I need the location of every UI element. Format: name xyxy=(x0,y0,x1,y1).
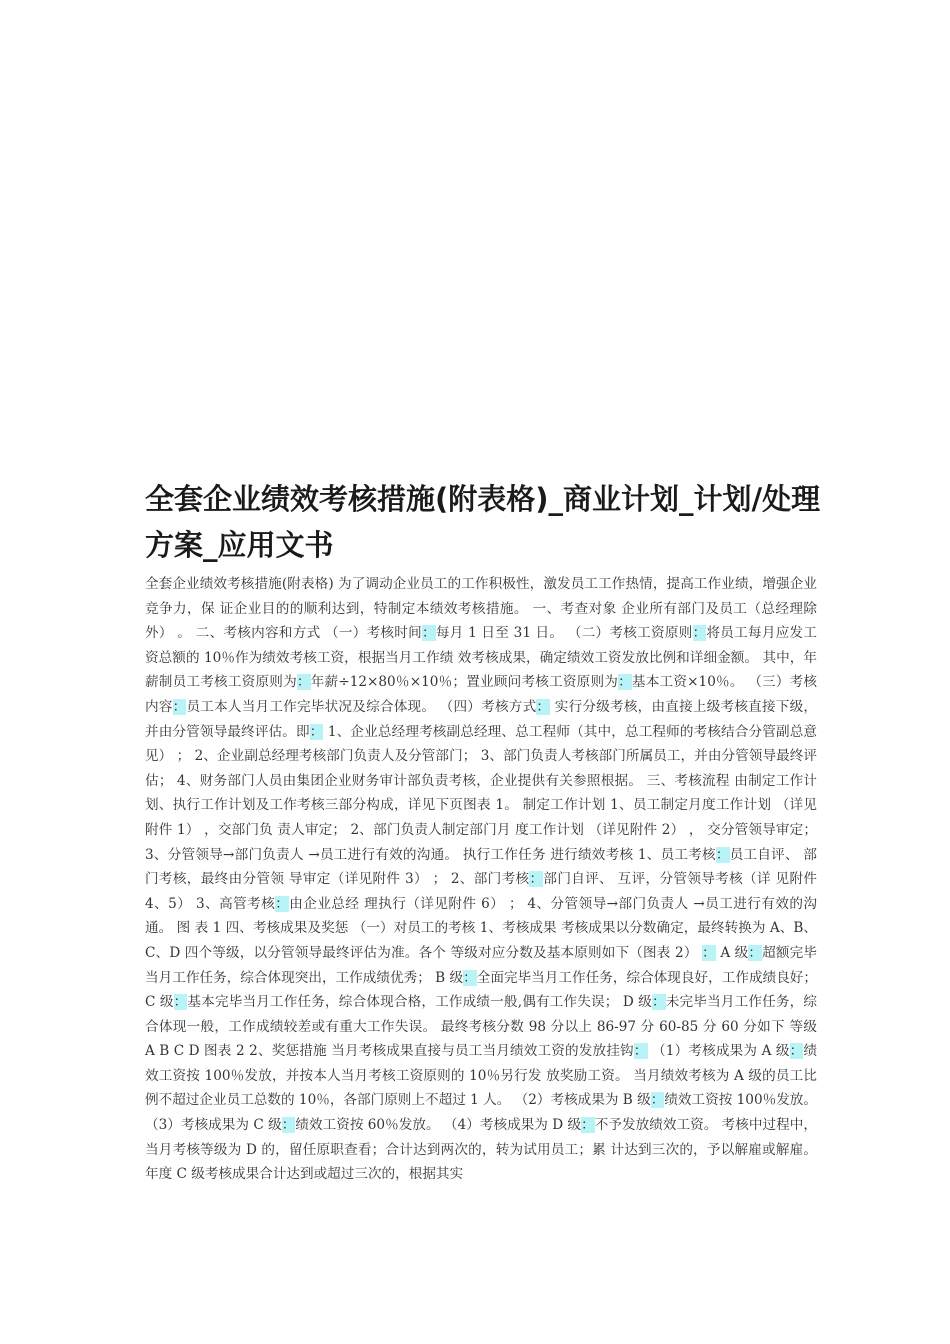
body-text-segment: 绩效工资按 100％发放。 （3）考核成果为 C 级 xyxy=(145,1092,817,1134)
body-text-segment: 1、企业总经理考核副总经理、总工程师（其中，总工程师的考核结合分管副总意见） ； 2、企业副总经理考核部门负责人及分管部门； 3、部门负责人考核部门所属员工，并由分管领导最终评估； 4、财务部门人员由集团企业财务审计部负责考核，企业提供有关参照根据。 三、考核流程 由制定工作计划、执行工作计划及工作考核三部分构成，详见下页图表 1。 制定工作计划 1、员工制定月度工作计划 （详见附件 1） ，交部门负 责人审定； 2、部门负责人制定部门月 度工作计划 （详见附件 2） ， 交分管领导审定； 3、分管领导→部门负责人 →员工进行有效的沟通。 执行工作任务 进行绩效考核 1、员工考核 xyxy=(145,723,818,863)
body-text-segment: 部门自评、 互评，分管领导考核（详 见附件 4、5） 3、高管考核 xyxy=(145,871,817,912)
highlighted-colon: ： xyxy=(275,895,290,912)
highlighted-colon: ： xyxy=(536,698,551,715)
body-text-segment: （1）考核成果为 A 级 xyxy=(647,1043,790,1060)
body-text-segment: 未完毕当月工作任务，综合体现一般，工作成绩较差或有重大工作失误。 最终考核分数 98 分以上 86-97 分 60-85 分 60 分如下 等级 A B C D 图表 2 2、奖惩措施 当月考核成果直接与员工当月绩效工资的发放挂钩 xyxy=(145,994,817,1060)
body-text-segment: 员工自评、 部门考核，最终由分管领 导审定（详见附件 3） ； 2、部门考核 xyxy=(145,846,817,888)
highlighted-colon: ： xyxy=(463,969,477,986)
highlighted-colon: ： xyxy=(715,846,730,863)
highlighted-colon: ： xyxy=(581,1117,595,1134)
highlighted-colon: ： xyxy=(422,625,436,642)
highlighted-colon: ： xyxy=(789,1043,804,1060)
highlighted-colon: ： xyxy=(172,698,187,715)
body-text-segment: 员工本人当月工作完毕状况及综合体现。 （四）考核方式 xyxy=(186,698,537,715)
highlighted-colon: ： xyxy=(296,674,311,691)
highlighted-colon: ： xyxy=(652,994,666,1011)
body-text-segment: 全套企业绩效考核措施(附表格) 为了调动企业员工的工作积极性，激发员工工作热情，提高工作业绩，增强企业竞争力，保 证企业目的的顺利达到，特制定本绩效考核措施。 一、考查对象 企业所有部门及员工（总经理除外） 。 二、考核内容和方式 （一）考核时间 xyxy=(145,576,817,642)
body-text-segment: 不予发放绩效工资。 考核中过程中，当月考核等级为 D 的，留任原职查看；合计达到两次的，转为试用员工；累 计达到三次的，予以解雇或解雇。年度 C 级考核成果合计达到或超过三次的，根据其实 xyxy=(145,1117,817,1183)
highlighted-colon: ： xyxy=(692,625,707,642)
body-text-segment: A 级 xyxy=(715,944,749,961)
highlighted-colon: ： xyxy=(702,944,716,961)
body-text-segment: 基本工资×10％。 （三）考核内容 xyxy=(145,674,818,715)
highlighted-colon: ： xyxy=(650,1092,665,1109)
document-body xyxy=(145,572,817,1187)
body-text-segment: 超额完毕当月工作任务，综合体现突出，工作成绩优秀； B 级 xyxy=(145,944,818,986)
body-text-segment: 将员工每月应发工资总额的 10％作为绩效考核工资，根据当月工作绩 效考核成果，确定绩效工资发放比例和详细金额。 其中，年薪制员工考核工资原则为 xyxy=(145,625,818,691)
body-text-segment: 全面完毕当月工作任务，综合体现良好，工作成绩良好； C 级 xyxy=(145,969,818,1011)
body-text-segment: 由企业总经 理执行（详见附件 6） ； 4、分管领导→部门负责人 →员工进行有效的沟通。 图 表 1 四、考核成果及奖惩 （一）对员工的考核 1、考核成果 考核成果以分数确定，最终转换为 A、B、C、D 四个等级，以分管领导最终评估为准。各个 等级对应分数及基本原则如下（图表 2） xyxy=(145,895,817,961)
highlighted-colon: ： xyxy=(633,1043,648,1060)
highlighted-colon: ： xyxy=(281,1117,296,1134)
body-text-segment: 绩效工资按 100％发放，并按本人当月考核工资原则的 10％另行发 放奖励工资。 当月绩效考核为 A 级的员工比例不超过企业员工总数的 10％，各部门原则上不超过 1 人。 （2）考核成果为 B 级 xyxy=(145,1043,818,1109)
document-title: 全套企业绩效考核措施(附表格)_商业计划_计划/处理方案_应用文书 xyxy=(145,482,821,562)
highlighted-colon: ： xyxy=(309,723,324,740)
highlighted-colon: ： xyxy=(618,674,632,691)
body-text-segment: 基本完毕当月工作任务，综合体现合格，工作成绩一般,偶有工作失误； D 级 xyxy=(187,994,653,1011)
highlighted-colon: ： xyxy=(529,871,544,888)
body-text-segment: 年薪÷12×80％×10％；置业顾问考核工资原则为 xyxy=(310,674,619,691)
highlighted-colon: ： xyxy=(173,994,188,1011)
highlighted-colon: ： xyxy=(748,944,763,961)
body-text-segment: 绩效工资按 60％发放。 （4）考核成果为 D 级 xyxy=(295,1117,582,1134)
body-text-segment: 实行分级考核，由直接上级考核直接下级，并由分管领导最终评估。即 xyxy=(145,698,818,740)
body-text-segment: 每月 1 日至 31 日。 （二）考核工资原则 xyxy=(435,625,693,642)
